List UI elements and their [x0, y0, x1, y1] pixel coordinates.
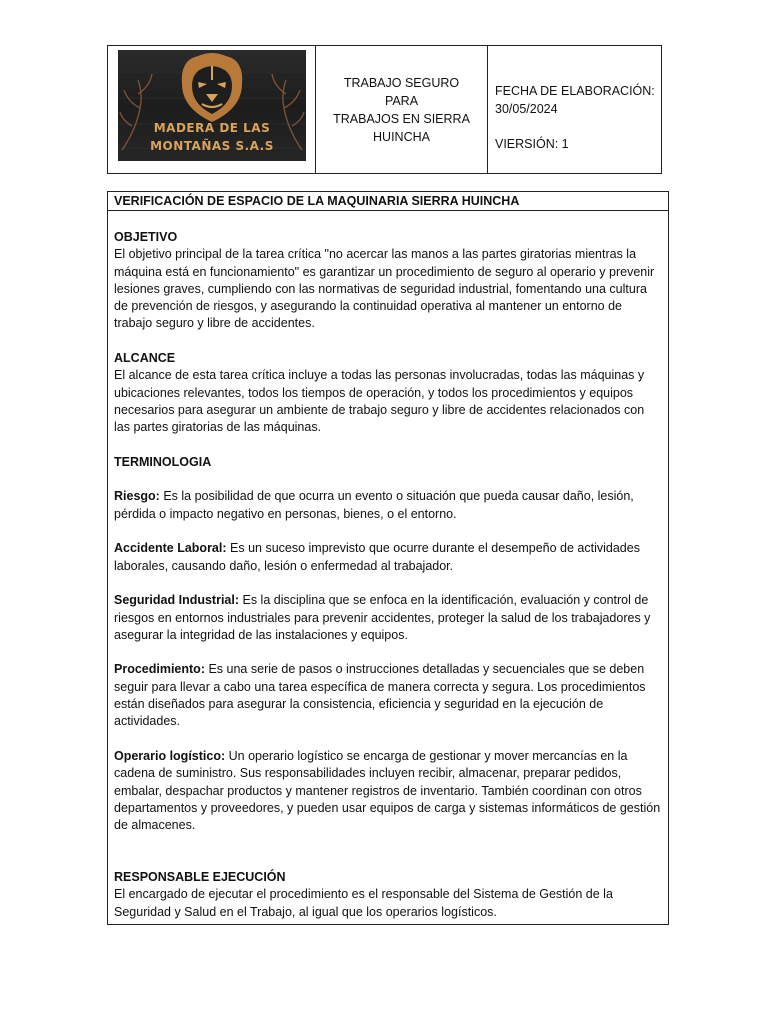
document-meta	[488, 46, 661, 173]
term-definition: Es un suceso imprevisto que ocurre durante el desempeño de actividades laborales, causando daño, lesión o enfermedad al trabajador.	[114, 541, 640, 573]
content-box	[107, 191, 669, 925]
responsable-heading: RESPONSABLE EJECUCIÓN	[114, 869, 286, 884]
logo-cell	[108, 46, 316, 173]
term-definition: Es la posibilidad de que ocurra un evento o situación que pueda causar daño, lesión, pérdida o impacto negativo en personas, bienes, o el entorno.	[114, 489, 634, 521]
term-definition: Un operario logístico se encarga de gestionar y mover mercancías en la cadena de suministro. Sus responsabilidades incluyen recibir, almacenar, preparar pedidos, embalar, despachar productos y mantener registros de inventario. También coordinan con otros departamentos y proveedores, y pueden usar equipos de carga y sistemas informáticos de gestión de almacenes.	[114, 748, 661, 833]
term-accidente-laboral	[114, 540, 662, 575]
term-definition: Es la disciplina que se enfoca en la identificación, evaluación y control de riesgos en entornos industriales para prevenir accidentes, proteger la salud de los trabajadores y asegurar la integridad de las instalaciones y equipos.	[114, 593, 651, 642]
term-label: Riesgo:	[114, 489, 160, 504]
date-value: 30/05/2024	[495, 102, 558, 116]
term-definition: Es una serie de pasos o instrucciones detalladas y secuenciales que se deben seguir para llevar a cabo una tarea específica de manera correcta y segura. Los procedimientos están diseñados para asegurar la consistencia, eficiencia y seguridad en la ejecución de actividades.	[114, 662, 646, 729]
responsable-section	[114, 869, 662, 921]
term-seguridad-industrial	[114, 592, 662, 644]
company-logo	[118, 50, 306, 161]
document-header	[107, 45, 662, 174]
objetivo-heading: OBJETIVO	[114, 230, 178, 244]
term-label: Accidente Laboral:	[114, 541, 227, 556]
term-procedimiento	[114, 661, 662, 730]
content-body	[108, 211, 668, 921]
version-label: VIERSIÓN: 1	[495, 137, 569, 151]
objetivo-section	[114, 229, 662, 333]
alcance-section	[114, 350, 662, 436]
responsable-text: El encargado de ejecutar el procedimiento es el responsable del Sistema de Gestión de la Seguridad y Salud en el Trabajo, al igual que los operarios logísticos.	[114, 887, 613, 919]
document-title: TRABAJO SEGURO PARA TRABAJOS EN SIERRA HUINCHA	[316, 46, 488, 173]
term-operario-logistico	[114, 748, 662, 834]
section-title: VERIFICACIÓN DE ESPACIO DE LA MAQUINARIA SIERRA HUINCHA	[108, 192, 668, 211]
date-label: FECHA DE ELABORACIÓN:	[495, 84, 655, 98]
term-label: Seguridad Industrial:	[114, 593, 240, 608]
terminologia-heading: TERMINOLOGIA	[114, 454, 212, 469]
term-label: Procedimiento:	[114, 662, 205, 677]
objetivo-text: El objetivo principal de la tarea crítica "no acercar las manos a las partes giratorias mientras la máquina está en funcionamiento" es garantizar un procedimiento de seguro al operario y prevenir lesiones graves, cumpliendo con las normativas de seguridad industrial, fomentando una cultura de prevención de riesgos, y asegurando la continuidad operativa al mantener un entorno de trabajo seguro y libre de accidentes.	[114, 247, 655, 331]
term-label: Operario logístico:	[114, 748, 226, 763]
terminologia-heading-block	[114, 454, 662, 471]
term-riesgo	[114, 488, 662, 523]
alcance-heading: ALCANCE	[114, 351, 176, 366]
alcance-text: El alcance de esta tarea crítica incluye a todas las personas involucradas, todas las máquinas y ubicaciones relevantes, todos los tiempos de operación, y todos los procedimientos y equipos necesarios para asegurar un ambiente de trabajo seguro y libre de accidentes relacionados con las partes giratorias de las máquinas.	[114, 368, 645, 435]
logo-text: MADERA DE LAS MONTAÑAS S.A.S	[150, 121, 274, 153]
